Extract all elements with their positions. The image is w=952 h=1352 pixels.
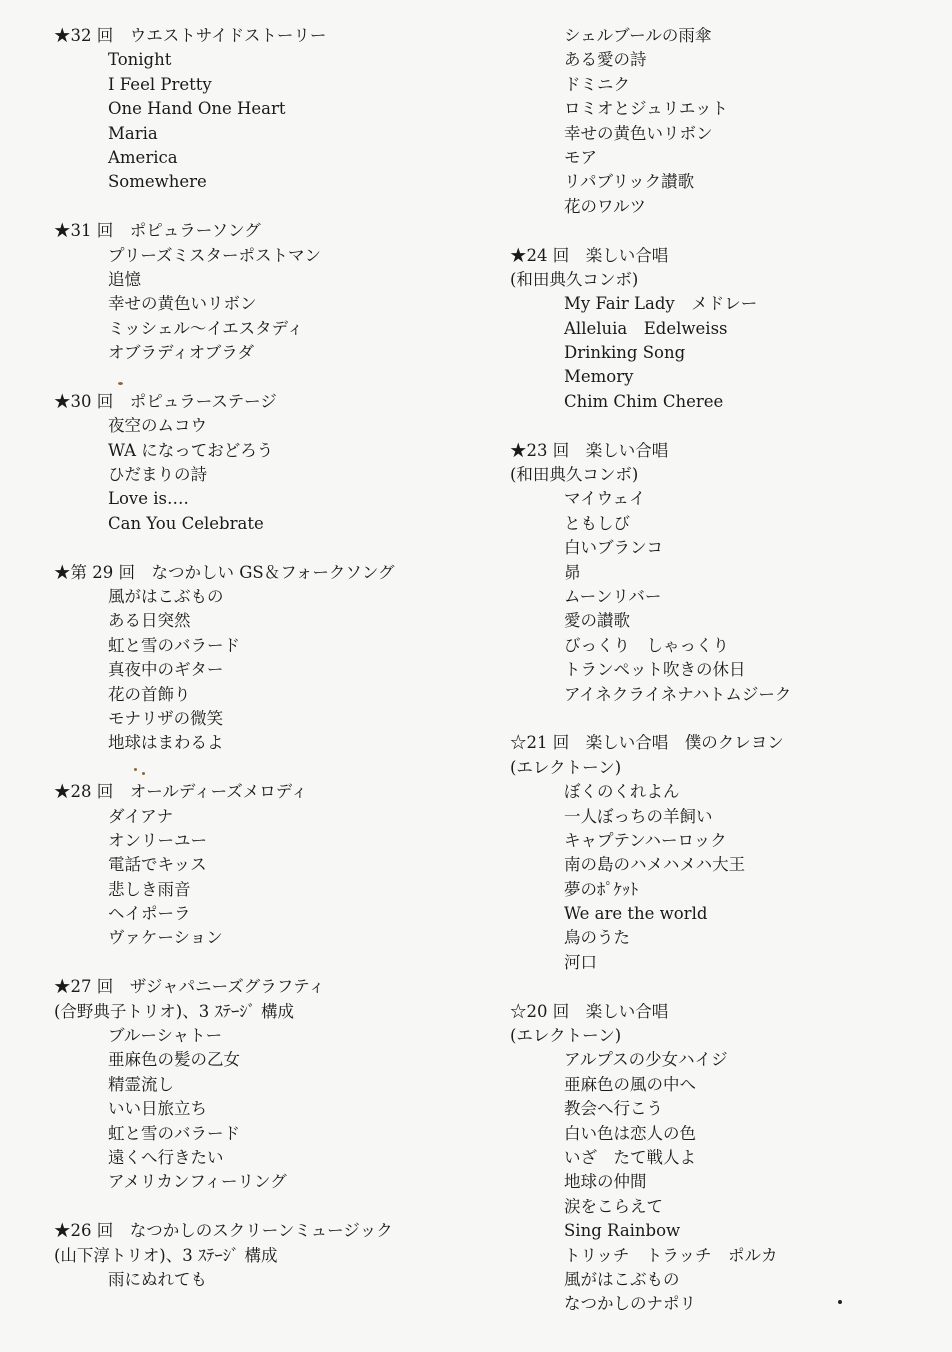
song-title: ドミニク (564, 74, 630, 94)
song-title: 鳥のうた (564, 928, 630, 948)
song-title: オンリーユー (108, 830, 207, 850)
song-title: ぼくのくれよん (564, 782, 680, 802)
song-title: なつかしのナポリ (564, 1294, 696, 1314)
spacer (54, 756, 474, 780)
song-title: 地球はまわるよ (108, 733, 224, 753)
song-title: 真夜中のギター (108, 660, 224, 680)
song-title: One Hand One Heart (108, 99, 286, 119)
song-title: 精霊流し (108, 1074, 174, 1094)
song-title: 亜麻色の髪の乙女 (108, 1050, 240, 1070)
spacer (54, 365, 474, 389)
paper-speck (134, 768, 137, 771)
song-title: 夜空のムコウ (108, 416, 207, 436)
paper-speck (838, 1300, 842, 1304)
spacer (510, 707, 930, 731)
song-title: 白いブランコ (564, 538, 663, 558)
song-title: アメリカンフィーリング (108, 1172, 287, 1192)
paper-speck (142, 772, 145, 775)
spacer (54, 951, 474, 975)
song-title: 虹と雪のバラード (108, 635, 240, 655)
song-title: 夢のﾎﾟｹｯﾄ (564, 879, 639, 899)
right-column (510, 24, 930, 1317)
song-title: Maria (108, 123, 158, 143)
song-title: 風がはこぶもの (108, 586, 224, 606)
song-title: ある日突然 (108, 611, 191, 631)
section-heading: ☆21 回 楽しい合唱 僕のクレヨン (510, 733, 784, 753)
song-title: アイネクライネナハトムジーク (564, 684, 792, 704)
song-title: オブラディオブラダ (108, 343, 255, 363)
song-title: ミッシェル～イエスタディ (108, 318, 304, 338)
section-heading: ☆20 回 楽しい合唱 (510, 1001, 669, 1021)
song-title: 南の島のハメハメハ大王 (564, 855, 746, 875)
spacer (54, 536, 474, 560)
song-title: 遠くへ行きたい (108, 1147, 224, 1167)
song-title: プリーズミスターポストマン (108, 245, 322, 265)
song-title: アルプスの少女ハイジ (564, 1050, 728, 1070)
song-title: モア (564, 147, 597, 167)
song-title: Sing Rainbow (564, 1221, 681, 1241)
song-title: 昴 (564, 562, 581, 582)
section-heading: ★30 回 ポピュラーステージ (54, 391, 277, 411)
section-subheading: (エレクトーン) (510, 1026, 622, 1046)
song-title: 雨にぬれても (108, 1269, 207, 1289)
song-title: 悲しき雨音 (108, 879, 191, 899)
song-title: ともしび (564, 513, 630, 533)
song-title: Memory (564, 367, 634, 387)
section-heading: ★24 回 楽しい合唱 (510, 245, 669, 265)
song-title: シェルブールの雨傘 (564, 26, 712, 45)
song-title: ひだまりの詩 (108, 465, 207, 485)
song-title: モナリザの微笑 (108, 708, 224, 728)
song-title: ダイアナ (108, 806, 174, 826)
song-title: Drinking Song (564, 343, 686, 363)
song-title: 愛の讃歌 (564, 611, 630, 631)
section-heading: ★31 回 ポピュラーソング (54, 221, 261, 241)
song-title: 電話でキッス (108, 855, 207, 875)
section-heading: ★26 回 なつかしのスクリーンミュージック (54, 1221, 393, 1241)
section-heading: ★28 回 オールディーズメロディ (54, 782, 308, 802)
song-title: Alleluia Edelweiss (564, 318, 728, 338)
song-title: Somewhere (108, 172, 207, 192)
song-title: いざ たて戦人よ (564, 1147, 696, 1167)
song-title: 涙をこらえて (564, 1196, 663, 1216)
song-title: 一人ぼっちの羊飼い (564, 806, 713, 826)
song-title: 花のワルツ (564, 196, 647, 216)
section-heading: ★23 回 楽しい合唱 (510, 440, 669, 460)
section-subheading: (エレクトーン) (510, 757, 622, 777)
song-title: Love is…. (108, 489, 189, 509)
song-title: ある愛の詩 (564, 50, 647, 70)
left-column (54, 24, 474, 1292)
song-title: My Fair Lady メドレー (564, 294, 758, 314)
song-title: Tonight (108, 50, 172, 70)
song-title: 教会へ行こう (564, 1099, 663, 1119)
song-title: ヘイポーラ (108, 904, 191, 924)
section-heading: ★32 回 ウエストサイドストーリー (54, 26, 327, 45)
song-title: 地球の仲間 (564, 1172, 647, 1192)
paper-speck (118, 382, 123, 385)
song-title: 風がはこぶもの (564, 1269, 680, 1289)
song-title: トリッチ トラッチ ポルカ (564, 1245, 778, 1265)
song-title: びっくり しゃっくり (564, 635, 729, 655)
song-title: マイウェイ (564, 489, 646, 509)
song-title: 河口 (564, 952, 597, 972)
song-title: リパブリック讃歌 (564, 172, 695, 192)
spacer (510, 414, 930, 438)
song-title: 花の首飾り (108, 684, 191, 704)
section-subheading: (和田典久コンボ) (510, 465, 639, 485)
song-title: ムーンリバー (564, 586, 662, 606)
song-title: 虹と雪のバラード (108, 1123, 240, 1143)
section-subheading: (山下淳トリオ)、3 ｽﾃｰｼﾞ 構成 (54, 1245, 278, 1265)
section-subheading: (和田典久コンボ) (510, 269, 639, 289)
song-title: Can You Celebrate (108, 513, 264, 533)
song-title: 幸せの黄色いリボン (108, 294, 257, 314)
song-title: トランペット吹きの休日 (564, 660, 746, 680)
song-title: Chim Chim Cheree (564, 391, 724, 411)
song-title: ブルーシャトー (108, 1026, 223, 1046)
song-title: 幸せの黄色いリボン (564, 123, 713, 143)
song-title: キャプテンハーロック (564, 830, 727, 850)
song-title: We are the world (564, 904, 708, 924)
spacer (510, 975, 930, 999)
section-subheading: (合野典子トリオ)、3 ｽﾃｰｼﾞ 構成 (54, 1001, 294, 1021)
song-title: ロミオとジュリエット (564, 99, 729, 119)
song-title: America (108, 147, 178, 167)
song-title: 白い色は恋人の色 (564, 1123, 696, 1143)
spacer (510, 219, 930, 243)
song-title: いい日旅立ち (108, 1099, 207, 1119)
song-title: I Feel Pretty (108, 74, 212, 94)
song-title: 亜麻色の風の中へ (564, 1074, 696, 1094)
spacer (54, 1195, 474, 1219)
song-title: WA になっておどろう (108, 440, 274, 460)
song-title: ヴァケーション (108, 928, 223, 948)
section-heading: ★27 回 ザジャパニーズグラフティ (54, 977, 325, 997)
spacer (54, 195, 474, 219)
song-title: 追憶 (108, 269, 141, 289)
section-heading: ★第 29 回 なつかしい GS＆フォークソング (54, 562, 395, 582)
